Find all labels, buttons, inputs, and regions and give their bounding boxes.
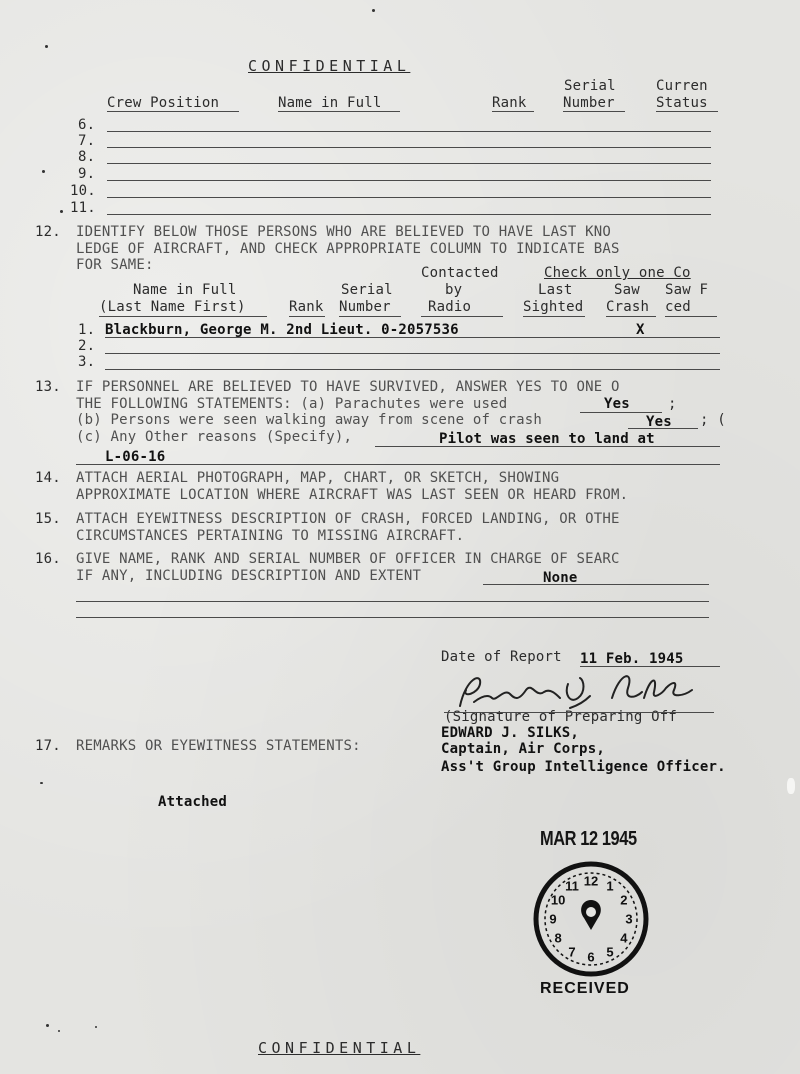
officer-rank: Captain, Air Corps, [441,741,605,757]
crew-row-number: 10. [70,183,96,199]
item13-line4: (c) Any Other reasons (Specify), [76,429,353,445]
date-of-report-label: Date of Report [441,649,562,665]
col-rank: Rank [492,95,527,111]
crew-row-number: 11. [70,200,96,216]
item17-value: Attached [158,794,228,810]
hdr-ced: ced [665,299,691,315]
crew-row-number: 7. [78,133,96,149]
item14-line1: ATTACH AERIAL PHOTOGRAPH, MAP, CHART, OR SKETCH, SHOWING [76,470,560,486]
crew-row-number: 8. [78,149,96,165]
col-serial-bottom: Number [563,95,615,111]
item13-line3: (b) Persons were seen walking away from scene of crash [76,412,542,428]
date-of-report-value: 11 Feb. 1945 [580,651,684,667]
hdr-crash: Crash [606,299,650,315]
item12-text-line: LEDGE OF AIRCRAFT, AND CHECK APPROPRIATE COLUMN TO INDICATE BAS [76,241,620,257]
stamp-dial-number: 11 [565,878,579,894]
hdr-last-name-first: (Last Name First) [99,299,246,315]
hdr-radio: Radio [428,299,472,315]
stamp-dial-number: 4 [620,930,628,946]
crew-row-number: 9. [78,166,96,182]
stamp-dial-number: 9 [549,911,557,927]
stamp-dial-number: 1 [606,878,614,894]
sighting-row-number: 3. [78,354,96,370]
item15-line1: ATTACH EYEWITNESS DESCRIPTION OF CRASH, FORCED LANDING, OR OTHE [76,511,620,527]
received-stamp-date: MAR 12 1945 [540,828,637,850]
item13-line2: THE FOLLOWING STATEMENTS: (a) Parachutes were used [76,396,508,412]
hdr-by: by [445,282,463,298]
col-status-bottom: Status [656,95,708,111]
officer-title: Ass't Group Intelligence Officer. [441,759,726,775]
item13-line1: IF PERSONNEL ARE BELIEVED TO HAVE SURVIVED, ANSWER YES TO ONE O [76,379,620,395]
item12-text-line: FOR SAME: [76,257,154,273]
col-name-in-full: Name in Full [278,95,382,111]
received-stamp-label: RECEIVED [540,980,630,997]
item13-answer-b: Yes [646,414,672,430]
received-clock-stamp [532,860,650,978]
classification-footer: CONFIDENTIAL [258,1039,421,1057]
col-crew-position: Crew Position [107,95,220,111]
item16-number: 16. [35,551,61,567]
hdr-number: Number [339,299,391,315]
sighting-row-number: 1. [78,322,96,338]
hdr-last: Last [538,282,573,298]
stamp-dial-number: 6 [587,949,595,965]
item13-number: 13. [35,379,61,395]
hdr-name-in-full: Name in Full [133,282,237,298]
stamp-dial-number: 3 [625,911,633,927]
item17-number: 17. [35,738,61,754]
handwritten-signature [452,668,707,714]
sighting-row-entry: Blackburn, George M. 2nd Lieut. 0-2057536 [105,322,459,338]
col-serial-top: Serial [564,78,616,94]
signature-label: (Signature of Preparing Off [444,709,677,725]
item15-number: 15. [35,511,61,527]
item14-number: 14. [35,470,61,486]
sighting-row-mark: X [636,322,645,338]
stamp-dial-number: 7 [568,944,576,960]
stamp-dial-number: 5 [606,944,614,960]
stamp-dial-number: 2 [620,892,628,908]
document-page: CONFIDENTIAL Serial Curren Crew Position Name in Full Rank Number Status 6. 7. 8. 9. 10. 11. 12. IDENTIFY BELOW THOSE PERSONS WHO ARE BELIEVED TO HAVE LAST KNO LEDGE OF AIRCRAFT, AND CHECK APPROPRIATE COLUMN TO INDICATE BAS FOR SAME: Contacted Check only one Co Name in Full Serial by Last Saw Saw F (Last Name First) Rank Number Radio Sighted Crash ced 1. Blackburn, George M. 2nd Lieut. 0-2057536 X 2. 3. 13. IF PERSONNEL ARE BELIEVED TO HAVE SURVIVED, ANSWER YES TO ONE O THE FOLLOWING STATEMENTS: (a) Parachutes were used Yes ; (b) Persons were seen walking away from scene of crash Yes ; ( (c) Any Other reasons (Specify), Pilot was seen to land at L-06-16 14. ATTACH AERIAL PHOTOGRAPH, MAP, CHART, OR SKETCH, SHOWING APPROXIMATE LOCATION WHERE AIRCRAFT WAS LAST SEEN OR HEARD FROM. 15. ATTACH EYEWITNESS DESCRIPTION OF CRASH, FORCED LANDING, OR OTHE CIRCUMSTANCES PERTAINING TO MISSING AIRCRAFT. 16. GIVE NAME, RANK AND SERIAL NUMBER OF OFFICER IN CHARGE OF SEARC IF ANY, INCLUDING DESCRIPTION AND EXTENT None Date of Report 11 Feb. 1945 (Signature of Preparing Off EDWARD J. SILKS, Captain, Air Corps, Ass't Group Intelligence Officer. 17. REMARKS OR EYEWITNESS STATEMENTS: Attached MAR 12 1945 12 1 2 3 4 5 6 7 8 9 10 11 RECEIVED CONFIDENTIAL [0,0,800,1074]
item13-answer-a: Yes [604,396,630,412]
sighting-row-number: 2. [78,338,96,354]
classification-header: CONFIDENTIAL [248,57,411,75]
hdr-saw-f: Saw F [665,282,709,298]
item16-answer: None [543,570,578,586]
item15-line2: CIRCUMSTANCES PERTAINING TO MISSING AIRCRAFT. [76,528,465,544]
item12-number: 12. [35,224,61,240]
officer-name: EDWARD J. SILKS, [441,725,580,741]
hdr-sighted: Sighted [523,299,584,315]
item16-line2: IF ANY, INCLUDING DESCRIPTION AND EXTENT [76,568,422,584]
item13-answer-c-continued: L-06-16 [105,449,166,465]
hdr-rank: Rank [289,299,324,315]
hdr-serial: Serial [341,282,393,298]
item12-text-line: IDENTIFY BELOW THOSE PERSONS WHO ARE BELIEVED TO HAVE LAST KNO [76,224,611,240]
item14-line2: APPROXIMATE LOCATION WHERE AIRCRAFT WAS LAST SEEN OR HEARD FROM. [76,487,629,503]
crew-row-number: 6. [78,117,96,133]
col-status-top: Curren [656,78,708,94]
hdr-contacted: Contacted [421,265,499,281]
item16-line1: GIVE NAME, RANK AND SERIAL NUMBER OF OFFICER IN CHARGE OF SEARC [76,551,620,567]
hdr-check-only-one: Check only one Co [544,265,691,281]
stamp-dial-number: 8 [554,930,562,946]
stamp-dial-number: 12 [583,873,599,889]
hdr-saw: Saw [614,282,640,298]
stamp-dial-number: 10 [550,892,566,908]
item13-answer-c: Pilot was seen to land at [439,431,655,447]
item17-label: REMARKS OR EYEWITNESS STATEMENTS: [76,738,361,754]
